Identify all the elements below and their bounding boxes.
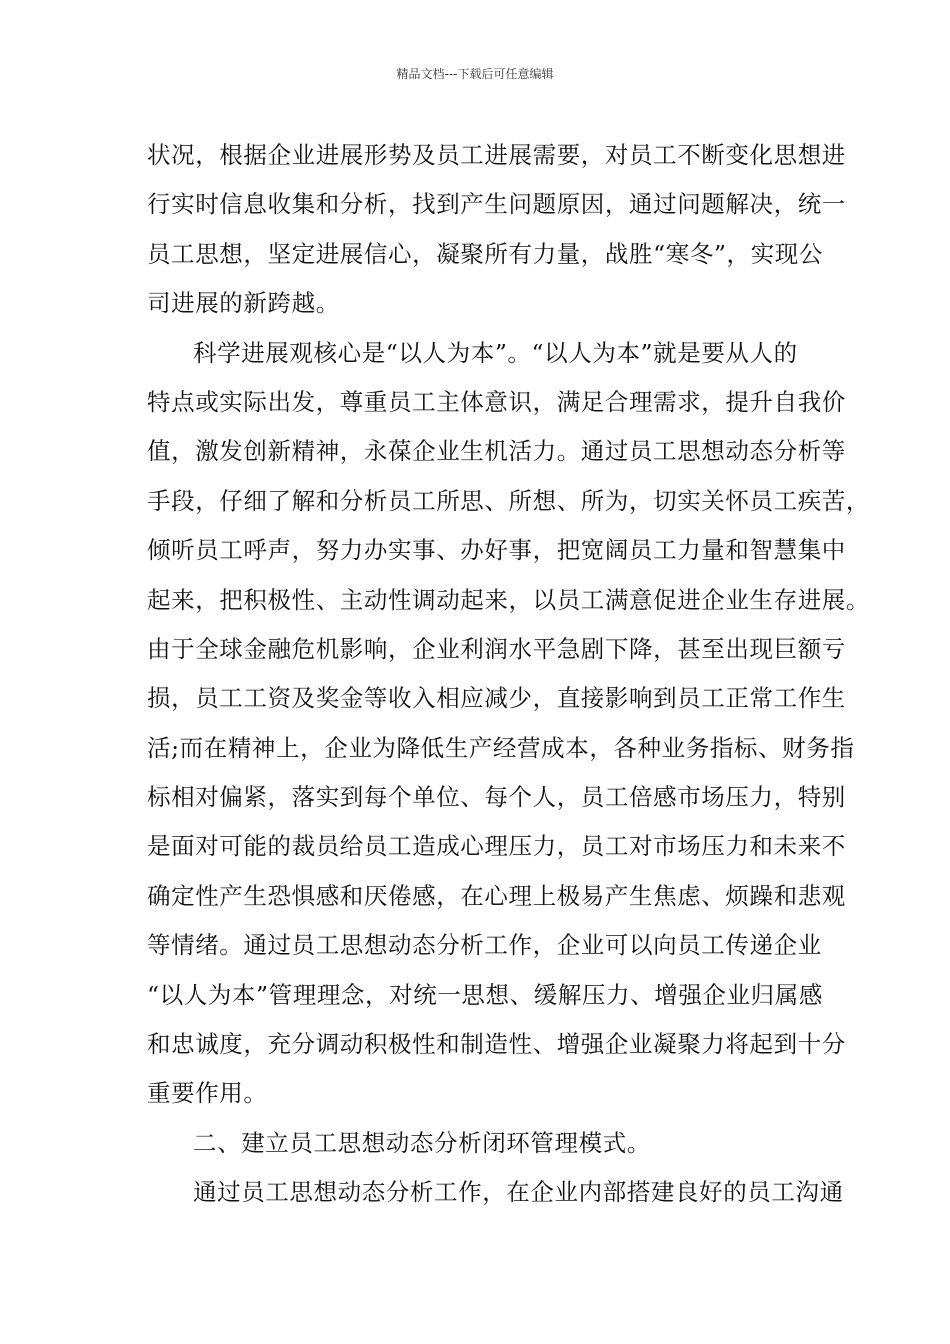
text-line: 确定性产生恐惧感和厌倦感，在心理上极易产生焦虑、烦躁和悲观: [147, 881, 846, 910]
text-line: 特点或实际出发，尊重员工主体意识，满足合理需求，提升自我价: [147, 387, 846, 416]
text-line: 值，激发创新精神，永葆企业生机活力。通过员工思想动态分析等: [147, 437, 846, 466]
text-line: 员工思想，坚定进展信心，凝聚所有力量，战胜“寒冬”，实现公: [147, 239, 823, 268]
paragraph-first-line: 通过员工思想动态分析工作，在企业内部搭建良好的员工沟通: [193, 1178, 844, 1207]
document-body: [147, 131, 870, 1218]
paragraph-first-line: 科学进展观核心是“以人为本”。“以人为本”就是要从人的: [193, 338, 798, 367]
text-line: 重要作用。: [147, 1079, 268, 1108]
text-line: 司进展的新跨越。: [147, 289, 340, 318]
text-line: 和忠诚度，充分调动积极性和制造性、增强企业凝聚力将起到十分: [147, 1030, 846, 1059]
text-line: 手段，仔细了解和分析员工所思、所想、所为，切实关怀员工疾苦，: [147, 486, 870, 515]
text-line: 倾听员工呼声，努力办实事、办好事，把宽阔员工力量和智慧集中: [147, 536, 846, 565]
text-line: 等情绪。通过员工思想动态分析工作，企业可以向员工传递企业: [147, 931, 822, 960]
text-line: 行实时信息收集和分析，找到产生问题原因，通过问题解决，统一: [147, 190, 846, 219]
text-line: 起来，把积极性、主动性调动起来，以员工满意促进企业生存进展。: [147, 585, 870, 614]
text-line: 损，员工工资及奖金等收入相应减少，直接影响到员工正常工作生: [147, 684, 846, 713]
text-line: 状况，根据企业进展形势及员工进展需要，对员工不断变化思想进: [147, 141, 846, 169]
text-line: 是面对可能的裁员给员工造成心理压力，员工对市场压力和未来不: [147, 832, 846, 861]
section-heading: 二、建立员工思想动态分析闭环管理模式。: [193, 1128, 651, 1157]
text-line: 由于全球金融危机影响，企业利润水平急剧下降，甚至出现巨额亏: [147, 634, 846, 663]
page-header: 精品文档---下载后可任意编辑: [396, 67, 554, 81]
text-line: 标相对偏紧，落实到每个单位、每个人，员工倍感市场压力，特别: [147, 783, 846, 812]
text-line: “以人为本”管理理念，对统一思想、缓解压力、增强企业归属感: [147, 980, 823, 1009]
text-line: 活;而在精神上，企业为降低生产经营成本，各种业务指标、财务指: [147, 733, 855, 762]
